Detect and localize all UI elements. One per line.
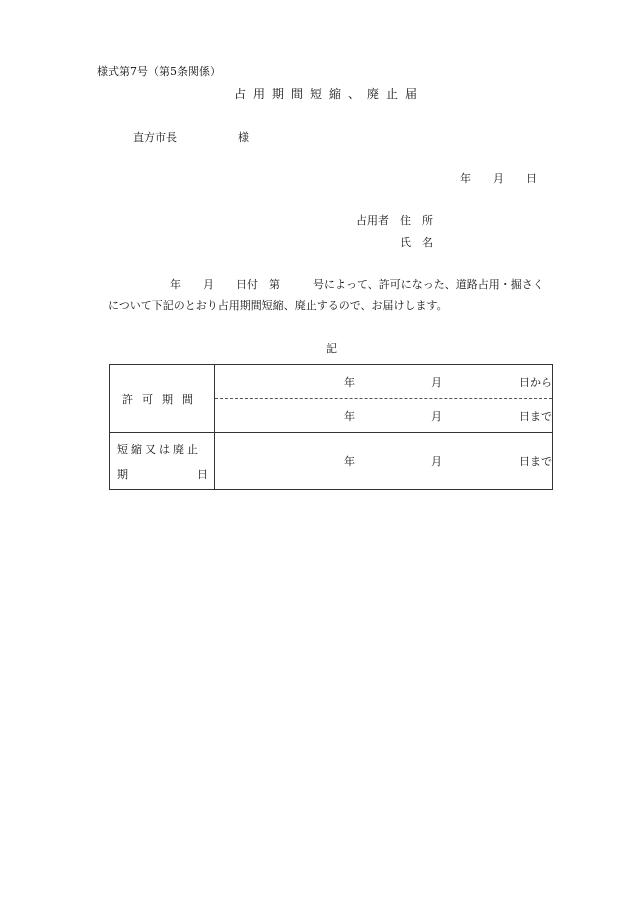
form-number: 様式第7号（第5条関係） [97, 65, 221, 78]
permit-period-label: 許可期間 [110, 365, 215, 433]
addressee-honorific: 様 [238, 131, 249, 144]
record-table [109, 364, 553, 490]
shorten-dates [215, 433, 553, 490]
applicant-name-label: 氏 名 [400, 236, 433, 249]
shorten-label-line-2 [117, 466, 208, 482]
to-day-label: 日まで [519, 409, 552, 423]
from-year-label: 年 [344, 375, 355, 389]
permit-period-dates [215, 365, 553, 433]
shorten-year-label: 年 [344, 455, 355, 468]
to-year-label: 年 [344, 409, 355, 423]
permit-to-row [215, 399, 552, 432]
shorten-label-bi: 日 [197, 467, 208, 481]
shorten-day-label: 日まで [519, 455, 552, 468]
document-title: 占用期間短縮、廃止届 [233, 87, 424, 101]
record-heading: 記 [326, 342, 337, 355]
applicant-address-label: 占用者 住 所 [356, 214, 433, 227]
submission-date [460, 173, 537, 184]
body-text-line-2: について下記のとおり占用期間短縮、廃止するので、お届けします。 [108, 299, 448, 312]
permit-from-row [215, 365, 552, 399]
from-day-label: 日から [519, 375, 552, 389]
shorten-label [110, 433, 215, 490]
date-month-label: 月 [493, 172, 504, 185]
addressee-name: 直方市長 [133, 131, 177, 144]
date-year-label: 年 [460, 172, 471, 185]
to-month-label: 月 [431, 409, 442, 423]
from-month-label: 月 [431, 375, 442, 389]
shorten-row [110, 433, 553, 490]
body-text-line-1: 年 月 日付 第 号によって、許可になった、道路占用・掘さく [170, 278, 544, 291]
shorten-label-ki: 期 [117, 467, 128, 481]
permit-period-row [110, 365, 553, 433]
shorten-label-line-1: 短縮又は廃止 [117, 442, 201, 456]
date-day-label: 日 [526, 172, 537, 185]
shorten-month-label: 月 [431, 455, 442, 468]
